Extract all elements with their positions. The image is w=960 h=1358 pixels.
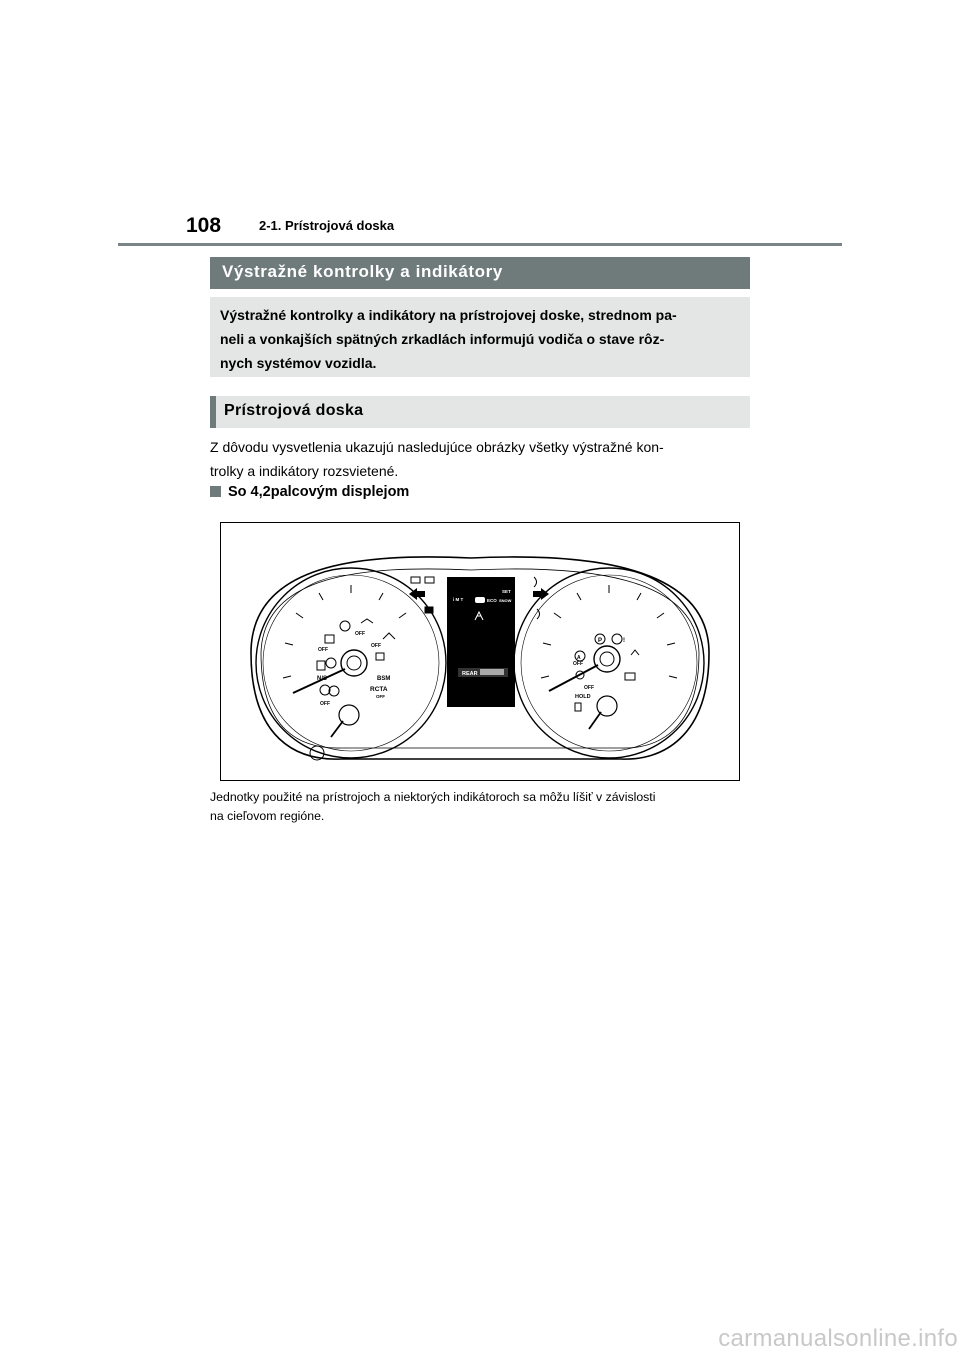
figure-caption xyxy=(210,788,750,826)
running-head: 2-1. Prístrojová doska xyxy=(259,218,395,233)
bsm-label: BSM xyxy=(377,676,391,682)
rear-label: REAR xyxy=(462,671,478,677)
headlight-icon xyxy=(425,577,434,583)
body-line: Z dôvodu vysvetlenia ukazujú nasledujúce obrázky všetky výstražné kon- xyxy=(210,439,664,455)
front-fog-icon xyxy=(534,577,537,587)
watermark-text: carmanualsonline.info xyxy=(718,1325,958,1352)
brake-p-label: P xyxy=(598,638,603,644)
off-label: OFF xyxy=(371,643,381,649)
bullet-heading-text: So 4,2palcovým displejom xyxy=(228,484,410,500)
eco-label: ECO xyxy=(487,598,497,603)
header-rule xyxy=(118,243,842,246)
fuel-icon xyxy=(317,661,325,670)
off-label: OFF xyxy=(320,701,330,707)
high-beam-icon xyxy=(425,607,433,613)
rear-seatbelt-indicator xyxy=(480,669,504,675)
page-number: 108 xyxy=(186,214,222,237)
hold-label: HOLD xyxy=(575,694,591,700)
brake-excl-label: ! xyxy=(623,638,625,644)
auto-a-label: A xyxy=(577,655,581,661)
eco-badge xyxy=(475,597,485,603)
tpms-icon xyxy=(320,685,330,695)
turn-right-arrow-icon xyxy=(533,588,549,600)
off-label: OFF xyxy=(584,685,594,691)
instrument-cluster-figure xyxy=(220,522,740,781)
left-gauge-hub xyxy=(341,650,367,676)
body-text xyxy=(210,435,750,483)
rcta-off-label: OFF xyxy=(376,694,385,699)
intro-line: nych systémov vozidla. xyxy=(220,355,377,371)
off-label: OFF xyxy=(318,647,328,653)
drive-mode-label: N/S xyxy=(317,676,328,682)
subsection-title: Prístrojová doska xyxy=(210,396,750,428)
airbag-icon xyxy=(329,686,339,696)
right-small-gauge-needle xyxy=(589,712,601,729)
airbag-passenger-icon xyxy=(631,650,639,655)
instrument-cluster-illustration xyxy=(221,523,739,780)
right-gauge-hub xyxy=(594,646,620,672)
body-line: trolky a indikátory rozsvietené. xyxy=(210,463,399,479)
intro-box xyxy=(210,297,750,377)
skid-icon xyxy=(361,619,373,623)
vsc-icon xyxy=(325,635,334,643)
caption-line: Jednotky použité na prístrojoch a niektorých indikátoroch sa môžu líšiť v závislosti xyxy=(210,790,656,804)
rcta-label: RCTA xyxy=(370,686,388,693)
engine-icon xyxy=(340,621,350,631)
off-label: OFF xyxy=(355,631,365,637)
low-fuel-icon xyxy=(575,703,581,711)
left-small-gauge-needle xyxy=(331,721,343,737)
caption-line: na cieľovom regióne. xyxy=(210,809,325,823)
section-title: Výstražné kontrolky a indikátory xyxy=(210,257,750,289)
snow-label: SNOW xyxy=(499,598,512,603)
square-bullet-icon xyxy=(210,486,221,497)
imt-label: i M T xyxy=(453,597,464,602)
brake-system-icon xyxy=(612,634,622,644)
off-label: OFF xyxy=(573,661,583,667)
set-label: SET xyxy=(502,589,511,594)
seatbelt-icon xyxy=(383,633,395,639)
intro-line: Výstražné kontrolky a indikátory na prístrojovej doske, strednom pa- xyxy=(220,307,677,323)
brake-warning-icon xyxy=(326,658,336,668)
bullet-heading xyxy=(210,484,409,500)
master-warning-icon xyxy=(625,673,635,680)
door-icon xyxy=(376,653,384,660)
lead-vehicle-icon xyxy=(411,577,420,583)
intro-line: neli a vonkajších spätných zrkadlách informujú vodiča o stave rôz- xyxy=(220,331,665,347)
